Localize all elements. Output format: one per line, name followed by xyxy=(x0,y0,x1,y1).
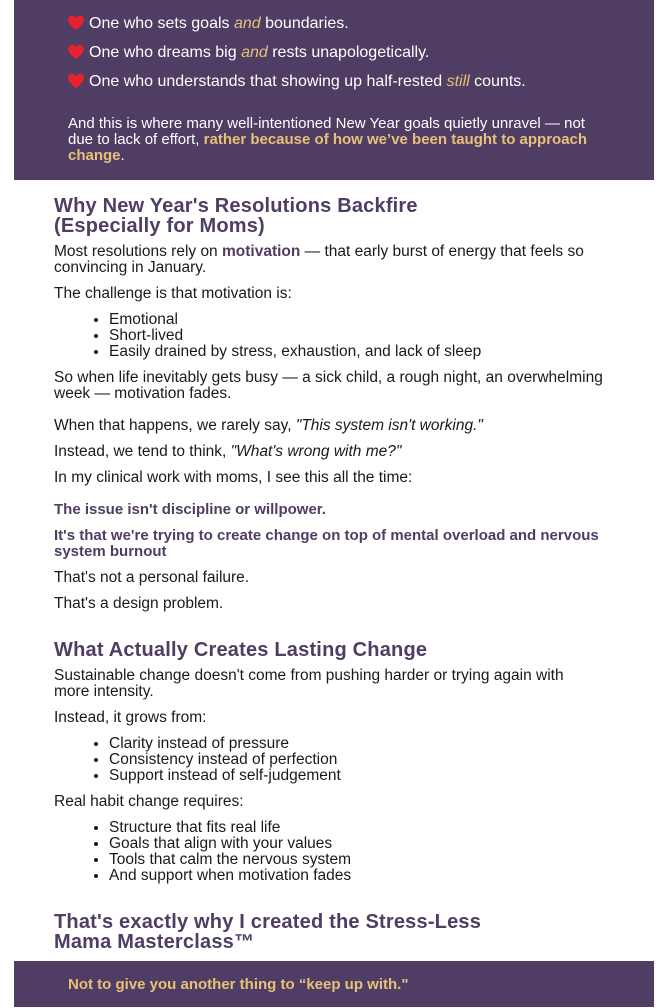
list-item: • Goals that align with your values xyxy=(109,836,351,852)
intro-item-text: One who understands that showing up half-rested xyxy=(89,73,447,90)
intro-list-item xyxy=(68,43,429,63)
red-heart-icon xyxy=(67,73,85,89)
list-item: • Emotional xyxy=(109,312,481,328)
list-item: • Clarity instead of pressure xyxy=(109,736,341,752)
intro-list-item xyxy=(68,72,526,92)
article-content xyxy=(0,180,668,961)
intro-list-item xyxy=(68,14,349,34)
section-heading-resolutions: Why New Year's Resolutions Backfire (Especially for Moms) xyxy=(54,195,418,237)
bold-statement: It's that we're trying to create change on top of mental overload and nervous system burnout xyxy=(54,527,599,560)
list-item: • Tools that calm the nervous system xyxy=(109,852,351,868)
list-item: • Support instead of self-judgement xyxy=(109,768,341,784)
bold-statement: The issue isn't discipline or willpower. xyxy=(54,501,326,518)
paragraph xyxy=(54,244,614,276)
intro-paragraph-end: . xyxy=(120,147,125,164)
text: — that early burst of energy that feels so convincing in January. xyxy=(54,243,584,276)
section-heading-lasting-change: What Actually Creates Lasting Change xyxy=(54,639,428,661)
quote: "This system isn't working." xyxy=(295,417,483,434)
habit-list xyxy=(54,820,351,884)
section-heading-masterclass: That's exactly why I created the Stress-Less Mama Masterclass™ xyxy=(54,911,482,953)
list-item: • Consistency instead of perfection xyxy=(109,752,341,768)
paragraph xyxy=(54,418,614,434)
intro-band xyxy=(14,0,654,180)
paragraph: The challenge is that motivation is: xyxy=(54,285,292,302)
intro-item-text-end: rests unapologetically. xyxy=(267,44,430,61)
motivation-list xyxy=(54,312,481,360)
paragraph: Real habit change requires: xyxy=(54,793,244,810)
callout-text: Not to give you another thing to “keep up with." xyxy=(68,976,409,993)
intro-item-emphasis: still xyxy=(446,73,470,90)
list-item: • Easily drained by stress, exhaustion, and lack of sleep xyxy=(109,344,481,360)
paragraph: Sustainable change doesn't come from pushing harder or trying again with more intensity. xyxy=(54,667,564,700)
text: Most resolutions rely on xyxy=(54,243,222,260)
paragraph: That's a design problem. xyxy=(54,595,224,612)
intro-item-emphasis: and xyxy=(233,15,261,32)
intro-paragraph xyxy=(68,116,608,164)
growth-list xyxy=(54,736,341,784)
intro-item-emphasis: and xyxy=(241,44,268,61)
list-item: • And support when motivation fades xyxy=(109,868,351,884)
paragraph: That's not a personal failure. xyxy=(54,569,250,586)
text: When that happens, we rarely say, xyxy=(54,417,296,434)
intro-item-text-end: counts. xyxy=(469,73,526,90)
intro-item-text-end: boundaries. xyxy=(260,15,349,32)
list-item: • Short-lived xyxy=(109,328,481,344)
quote: "What's wrong with me?" xyxy=(230,443,402,460)
intro-item-text: One who sets goals xyxy=(89,15,234,32)
intro-item-text: One who dreams big xyxy=(89,44,242,61)
paragraph: In my clinical work with moms, I see this all the time: xyxy=(54,469,413,486)
intro-paragraph-highlight: rather because of how we’ve been taught to approach change xyxy=(68,131,588,164)
paragraph: So when life inevitably gets busy — a sick child, a rough night, an overwhelming week — motivation fades. xyxy=(54,369,603,402)
bold-motivation: motivation xyxy=(222,243,301,260)
red-heart-icon xyxy=(67,44,85,60)
paragraph: Instead, it grows from: xyxy=(54,709,207,726)
callout-band xyxy=(14,961,654,1007)
text: Instead, we tend to think, xyxy=(54,443,231,460)
red-heart-icon xyxy=(67,15,85,31)
list-item: • Structure that fits real life xyxy=(109,820,351,836)
intro-paragraph-text: And this is where many well-intentioned New Year goals quietly unravel — not due to lack of effort, xyxy=(68,115,585,148)
paragraph xyxy=(54,444,614,460)
